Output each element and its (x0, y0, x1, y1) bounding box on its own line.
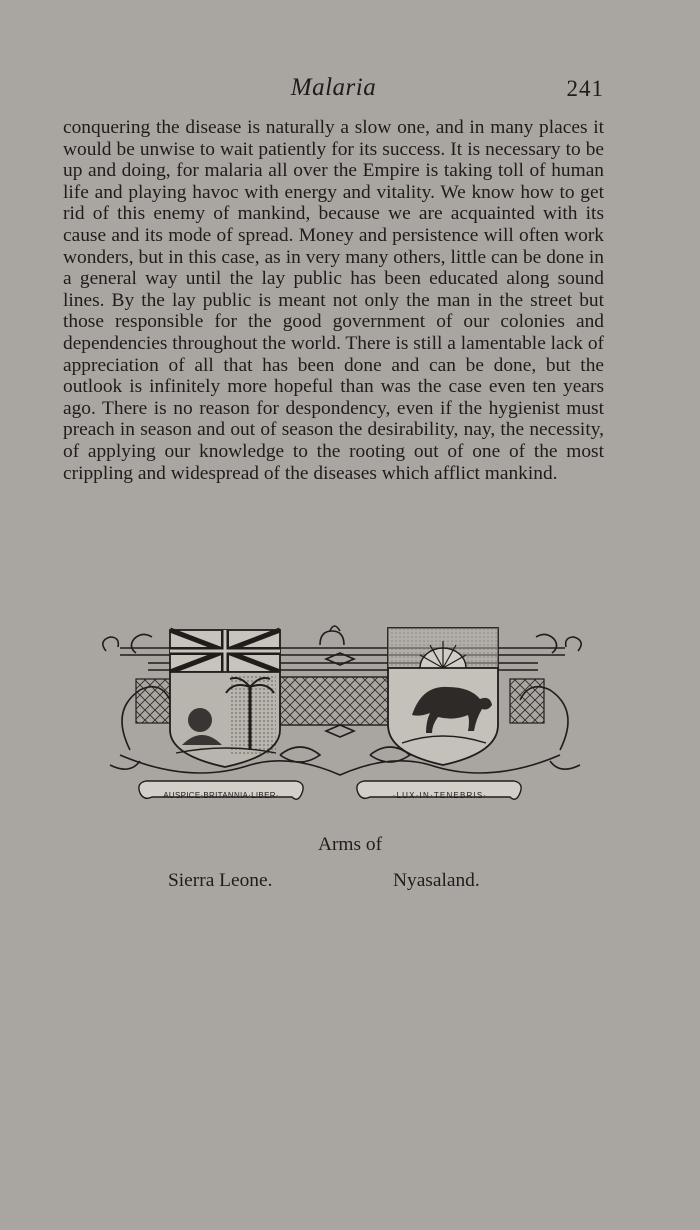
running-title: Malaria (290, 74, 377, 101)
running-head (63, 74, 604, 108)
body-paragraph: conquering the disease is naturally a slow one, and in many places it would be unwise to wait patiently for its success. It is necessary to be up and doing, for malaria all over the Empire is taking toll of human life and playing havoc with energy and vitality. We know how to get rid of this enemy of mankind, because we are acquainted with its cause and its mode of spread. Money and persistence will often work wonders, but in this case, as in very many others, little can be done in a general way until the lay public has been educated along sound lines. By the lay public is meant not only the man in the street but those responsible for the good government of our colonies and dependencies throughout the world. There is still a lamentable lack of appreciation of all that has been done and can be done, but the outlook is infinitely more hopeful than was the case even ten years ago. There is no reason for despondency, even if the hygienist must preach in season and out of season the desirability, nay, the necessity, of applying our knowledge to the rooting out of one of the most crippling and widespread of the diseases which afflict mankind. (63, 117, 604, 484)
lattice-panel (280, 677, 392, 725)
sierra-leone-shield (170, 630, 280, 767)
motto-right: ·LUX·IN·TENEBRIS· (392, 791, 488, 800)
motto-left: AUSPICE·BRITANNIA·LIBER· (163, 791, 279, 800)
caption-sierra-leone: Sierra Leone. (168, 870, 273, 891)
caption-nyasaland: Nyasaland. (393, 870, 480, 891)
coats-of-arms-drawing (90, 615, 600, 825)
motto-ribbon-right (357, 781, 521, 800)
nyasaland-shield (388, 628, 498, 765)
motto-ribbon-left (139, 781, 303, 800)
caption-arms-of: Arms of (317, 834, 383, 855)
page-number: 241 (566, 76, 604, 101)
coats-of-arms-illustration (90, 615, 600, 825)
